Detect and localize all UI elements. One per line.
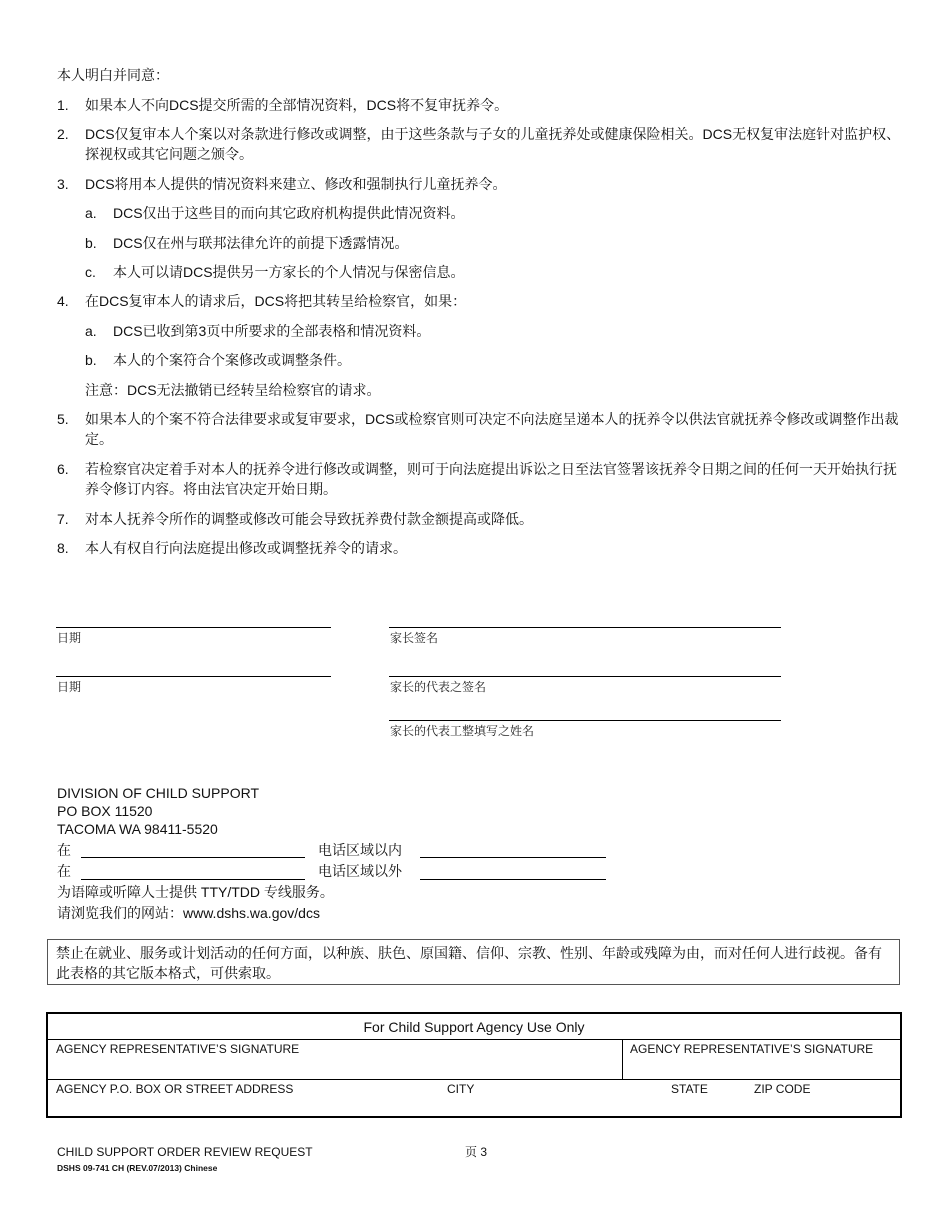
form-title: CHILD SUPPORT ORDER REVIEW REQUEST — [57, 1145, 313, 1159]
date-line[interactable] — [56, 676, 331, 677]
phone-outside-number-field[interactable] — [420, 879, 606, 880]
sub-item-text: DCS已收到第3页中所要求的全部表格和情况资料。 — [113, 323, 431, 339]
list-item — [57, 174, 902, 194]
sub-item-text: DCS仅出于这些目的而向其它政府机构提供此情况资料。 — [113, 205, 465, 221]
sub-item-letter: a. — [85, 323, 97, 339]
agency-state-label: STATE — [671, 1082, 708, 1096]
representative-name-label: 家长的代表工整填写之姓名 — [390, 724, 535, 738]
item-text: 若检察官决定着手对本人的抚养令进行修改或调整，则可于向法庭提出诉讼之日至法官签署该抚养令日期之间的任何一天开始执行抚养令修订内容。将由法官决定开始日期。 — [85, 461, 897, 497]
item-number: 1. — [57, 97, 69, 113]
representative-signature-line[interactable] — [389, 676, 781, 677]
agency-zip-label: ZIP CODE — [754, 1082, 811, 1096]
page-number: 页 3 — [465, 1145, 488, 1159]
sub-list-item — [85, 350, 900, 370]
sub-item-letter: a. — [85, 205, 97, 221]
nondiscrimination-notice: 禁止在就业、服务或计划活动的任何方面，以种族、肤色、原国籍、信仰、宗教、性别、年龄或残障为由，而对任何人进行歧视。备有此表格的其它版本格式，可供索取。 — [47, 939, 900, 985]
sub-list-item — [85, 233, 900, 253]
list-item — [57, 95, 902, 115]
phone-outside-field[interactable] — [81, 879, 305, 880]
divider — [622, 1040, 623, 1080]
sub-item-letter: c. — [85, 264, 96, 280]
item-text: DCS仅复审本人个案以对条款进行修改或调整，由于这些条款与子女的儿童抚养处或健康保险相关。DCS无权复审法庭针对监护权、探视权或其它问题之颁令。 — [85, 126, 901, 162]
address-line: DIVISION OF CHILD SUPPORT — [57, 785, 259, 801]
sub-list-item — [85, 321, 900, 341]
representative-name-line[interactable] — [389, 720, 781, 721]
item-text: 在DCS复审本人的请求后，DCS将把其转呈给检察官，如果： — [85, 293, 467, 309]
date-line[interactable] — [56, 627, 331, 628]
agency-box-title: For Child Support Agency Use Only — [48, 1014, 900, 1040]
list-item — [57, 538, 902, 558]
list-item — [57, 509, 902, 529]
phone-local-number-field[interactable] — [420, 857, 606, 858]
contact-at-label: 在 — [57, 842, 71, 858]
item-text: 对本人抚养令所作的调整或修改可能会导致抚养费付款金额提高或降低。 — [85, 511, 533, 527]
sub-item-text: DCS仅在州与联邦法律允许的前提下透露情况。 — [113, 235, 409, 251]
sub-item-text: 本人可以请DCS提供另一方家长的个人情况与保密信息。 — [113, 264, 465, 280]
sub-list-item — [85, 203, 900, 223]
list-item — [57, 459, 902, 499]
sub-list-item — [85, 262, 900, 282]
item-number: 3. — [57, 176, 69, 192]
list-item — [57, 409, 902, 449]
list-item — [57, 124, 902, 164]
agency-address-label: AGENCY P.O. BOX OR STREET ADDRESS — [56, 1082, 294, 1096]
sub-item-letter: b. — [85, 235, 97, 251]
phone-outside-label: 电话区域以外 — [318, 863, 402, 879]
item-text: 如果本人不向DCS提交所需的全部情况资料，DCS将不复审抚养令。 — [85, 97, 509, 113]
address-line: PO BOX 11520 — [57, 803, 153, 819]
phone-local-field[interactable] — [81, 857, 305, 858]
item-text: 如果本人的个案不符合法律要求或复审要求，DCS或检察官则可决定不向法庭呈递本人的抚养令以供法官就抚养令修改或调整作出裁定。 — [85, 411, 899, 447]
item-number: 2. — [57, 126, 69, 142]
list-item — [57, 291, 902, 311]
parent-signature-label: 家长签名 — [390, 631, 439, 645]
agency-signature-row — [48, 1040, 900, 1080]
note-text: 注意：DCS无法撤销已经转呈给检察官的请求。 — [85, 382, 381, 398]
date-label: 日期 — [57, 680, 82, 694]
tty-text: 为语障或听障人士提供 TTY/TDD 专线服务。 — [57, 884, 334, 900]
agency-signature-label-right: AGENCY REPRESENTATIVE’S SIGNATURE — [630, 1042, 874, 1056]
website-text: 请浏览我们的网站：www.dshs.wa.gov/dcs — [57, 905, 320, 921]
agency-city-label: CITY — [447, 1082, 475, 1096]
sub-item-letter: b. — [85, 352, 97, 368]
item-number: 8. — [57, 540, 69, 556]
item-number: 4. — [57, 293, 69, 309]
date-label: 日期 — [57, 631, 82, 645]
item-text: DCS将用本人提供的情况资料来建立、修改和强制执行儿童抚养令。 — [85, 176, 507, 192]
item-text: 本人有权自行向法庭提出修改或调整抚养令的请求。 — [85, 540, 407, 556]
intro-text: 本人明白并同意： — [57, 67, 169, 83]
agency-signature-label-left: AGENCY REPRESENTATIVE’S SIGNATURE — [56, 1042, 300, 1056]
form-code: DSHS 09-741 CH (REV.07/2013) Chinese — [57, 1163, 218, 1173]
sub-item-text: 本人的个案符合个案修改或调整条件。 — [113, 352, 351, 368]
item-number: 5. — [57, 411, 69, 427]
phone-local-label: 电话区域以内 — [318, 842, 402, 858]
contact-at-label: 在 — [57, 863, 71, 879]
parent-signature-line[interactable] — [389, 627, 781, 628]
address-line: TACOMA WA 98411-5520 — [57, 821, 218, 837]
item-number: 7. — [57, 511, 69, 527]
representative-signature-label: 家长的代表之签名 — [390, 680, 487, 694]
agency-use-box — [46, 1012, 902, 1118]
item-number: 6. — [57, 461, 69, 477]
